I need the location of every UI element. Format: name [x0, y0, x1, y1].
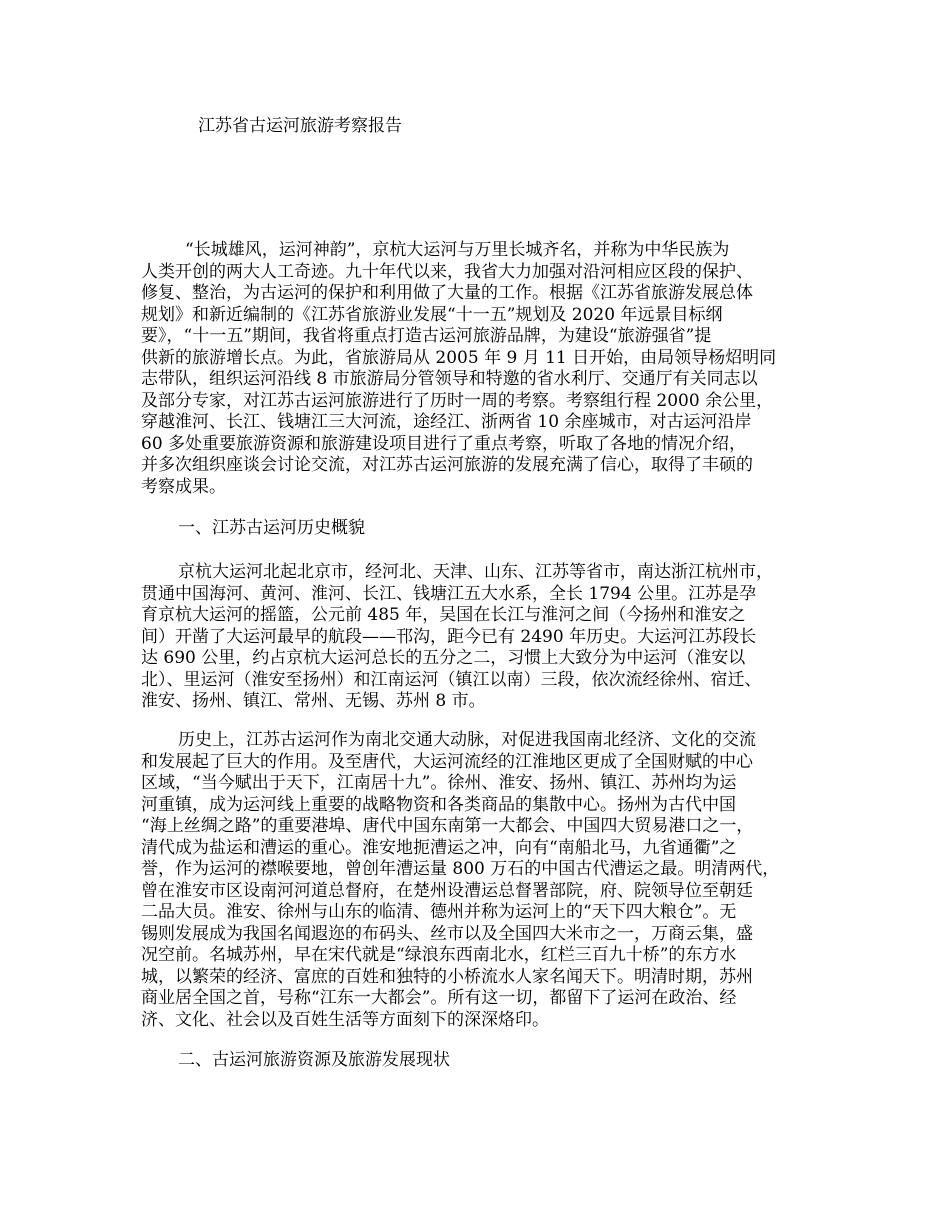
paragraph-line: 况空前。名城苏州，早在宋代就是“绿浪东西南北水，红栏三百九十桥”的东方水 [141, 945, 737, 965]
paragraph-line: 考察成果。 [141, 476, 226, 497]
paragraph-line: 京杭大运河北起北京市，经河北、天津、山东、江苏等省市，南达浙江杭州市， [178, 562, 773, 582]
paragraph-line: 历史上，江苏古运河作为南北交通大动脉，对促进我国南北经济、文化的交流 [178, 730, 756, 750]
paragraph-line: 北）、里运河（淮安至扬州）和江南运河（镇江以南）三段，依次流经徐州、宿迁、 [141, 669, 762, 690]
paragraph-line: 及部分专家，对江苏古运河旅游进行了历时一周的考察。考察组行程 2000 余公里， [141, 390, 774, 411]
paragraph-line: 60 多处重要旅游资源和旅游建设项目进行了重点考察，听取了各地的情况介绍， [141, 433, 747, 454]
paragraph-line: 济、文化、社会以及百姓生活等方面刻下的深深烙印。 [141, 1009, 549, 1030]
paragraph-line: 并多次组织座谈会讨论交流，对江苏古运河旅游的发展充满了信心，取得了丰硕的 [141, 455, 753, 475]
paragraph-historical-role [141, 730, 831, 1031]
paragraph-line: 贯通中国海河、黄河、淮河、长江、钱塘江五大水系，全长 1794 公里。江苏是孕 [141, 583, 757, 604]
paragraph-line: 城，以繁荣的经济、富庶的百姓和独特的小桥流水人家名闻天下。明清时期，苏州 [141, 966, 753, 987]
paragraph-line: 间）开凿了大运河最早的航段——邗沟，距今已有 2490 年历史。大运河江苏段长 [141, 626, 757, 647]
paragraph-line: 商业居全国之首，号称“江东一大都会”。所有这一切，都留下了运河在政治、经 [141, 988, 737, 1008]
paragraph-line: 志带队，组织运河沿线 8 市旅游局分管领导和特邀的省水利厅、交通厅有关同志以 [141, 369, 758, 389]
paragraph-line: 河重镇，成为运河线上重要的战略物资和各类商品的集散中心。扬州为古代中国 [141, 794, 736, 815]
paragraph-intro [141, 240, 831, 498]
paragraph-line: “海上丝绸之路”的重要港埠、唐代中国东南第一大都会、中国四大贸易港口之一， [141, 816, 754, 836]
paragraph-line: 达 690 公里，约占京杭大运河总长的五分之二，习惯上大致分为中运河（淮安以 [141, 648, 746, 668]
document-title: 江苏省古运河旅游考察报告 [198, 116, 402, 136]
paragraph-line: 要》，“十一五”期间，我省将重点打造古运河旅游品牌，为建设“旅游强省”提 [141, 326, 712, 346]
paragraph-line: 修复、整治，为古运河的保护和利用做了大量的工作。根据《江苏省旅游发展总体 [141, 283, 753, 303]
paragraph-line: 人类开创的两大人工奇迹。九十年代以来，我省大力加强对沿河相应区段的保护、 [141, 261, 753, 282]
paragraph-line: 规划》和新近编制的《江苏省旅游业发展“十一五”规划及 2020 年远景目标纲 [141, 304, 723, 325]
paragraph-line: 二品大员。淮安、徐州与山东的临清、德州并称为运河上的“天下四大粮仓”。无 [141, 902, 737, 922]
section-heading-history: 一、江苏古运河历史概貌 [178, 518, 365, 538]
paragraph-line: 供新的旅游增长点。为此，省旅游局从 2005 年 9 月 11 日开始，由局领导杨炤明同 [141, 347, 777, 368]
paragraph-line: 清代成为盐运和漕运的重心。淮安地扼漕运之冲，向有“南船北马，九省通衢”之 [141, 837, 737, 858]
paragraph-line: “长城雄风，运河神韵”，京杭大运河与万里长城齐名，并称为中华民族为 [185, 240, 730, 260]
paragraph-line: 区域，“当今赋出于天下，江南居十九”。徐州、淮安、扬州、镇江、苏州均为运 [141, 773, 737, 793]
paragraph-history [141, 562, 831, 713]
paragraph-line: 穿越淮河、长江、钱塘江三大河流，途经江、浙两省 10 余座城市，对古运河沿岸 [141, 412, 752, 432]
paragraph-line: 育京杭大运河的摇篮，公元前 485 年，吴国在长江与淮河之间（今扬州和淮安之 [141, 605, 746, 625]
paragraph-line: 和发展起了巨大的作用。及至唐代，大运河流经的江淮地区更成了全国财赋的中心 [141, 751, 753, 772]
paragraph-line: 锡则发展成为我国名闻遐迩的布码头、丝市以及全国四大米市之一，万商云集，盛 [141, 923, 753, 944]
section-heading-resources: 二、古运河旅游资源及旅游发展现状 [178, 1050, 450, 1070]
paragraph-line: 曾在淮安市区设南河河道总督府，在楚州设漕运总督署部院，府、院领导位至朝廷 [141, 880, 753, 901]
paragraph-line: 淮安、扬州、镇江、常州、无锡、苏州 8 市。 [141, 691, 486, 711]
paragraph-line: 誉，作为运河的襟喉要地，曾创年漕运量 800 万石的中国古代漕运之最。明清两代， [141, 859, 780, 879]
